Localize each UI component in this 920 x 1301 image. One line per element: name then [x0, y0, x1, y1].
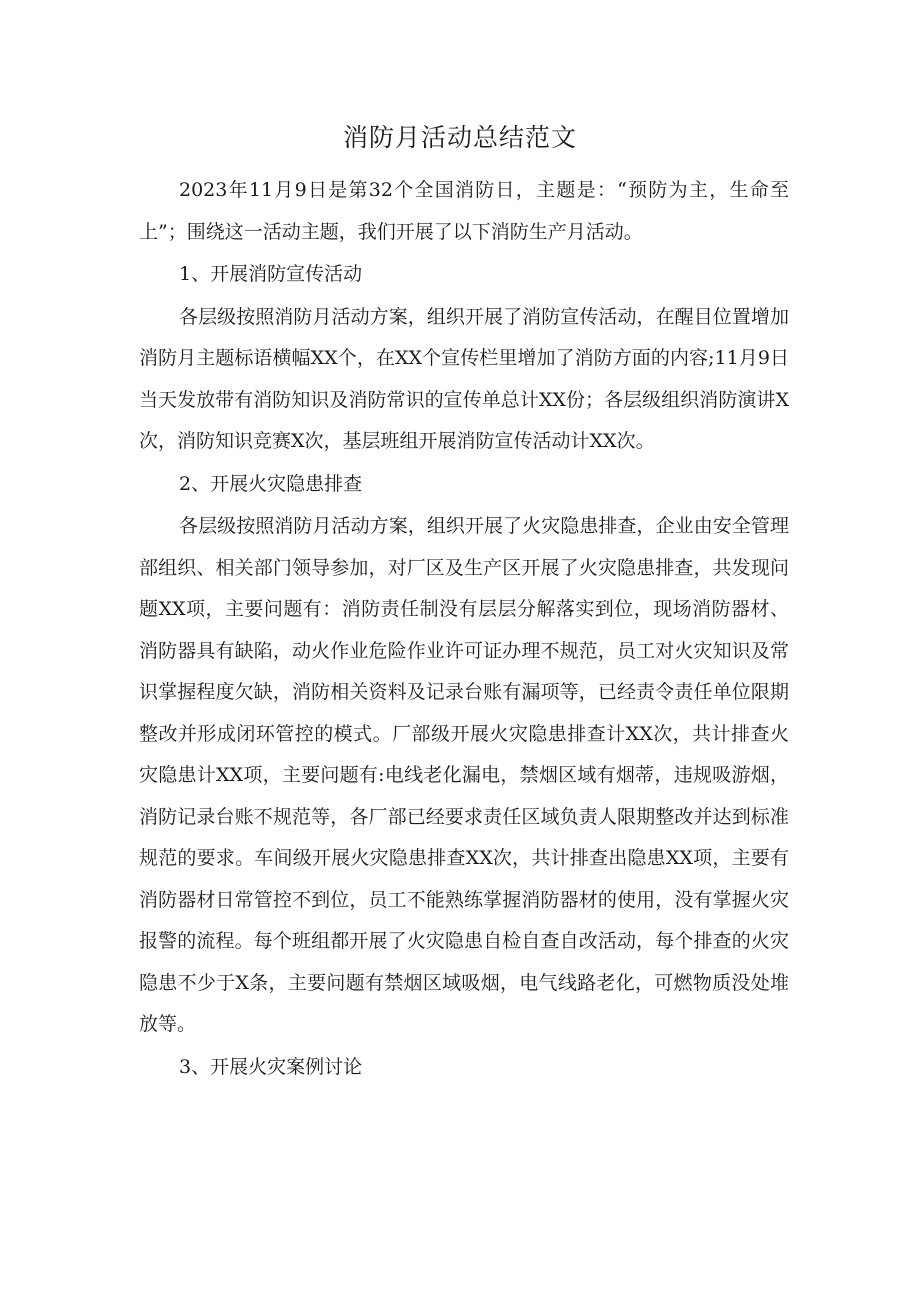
section-body-2: 各层级按照消防月活动方案，组织开展了火灾隐患排查，企业由安全管理部组织、相关部门领导参加，对厂区及生产区开展了火灾隐患排查，共发现问题XX项，主要问题有：消防责任制没有层层分解落实到位，现场消防器材、消防器具有缺陷，动火作业危险作业许可证办理不规范，员工对火灾知识及常识掌握程度欠缺，消防相关资料及记录台账有漏项等，已经责令责任单位限期整改并形成闭环管控的模式。厂部级开展火灾隐患排查计XX次，共计排查火灾隐患计XX项，主要问题有:电线老化漏电，禁烟区域有烟蒂，违规吸游烟，消防记录台账不规范等，各厂部已经要求责任区域负责人限期整改并达到标准规范的要求。车间级开展火灾隐患排查XX次，共计排查出隐患XX项，主要有消防器材日常管控不到位，员工不能熟练掌握消防器材的使用，没有掌握火灾报警的流程。每个班组都开展了火灾隐患自检自查自改活动，每个排查的火灾隐患不少于X条，主要问题有禁烟区域吸烟，电气线路老化，可燃物质没处堆放等。: [139, 515, 789, 1035]
section-heading-3: 3、开展火灾案例讨论: [179, 1055, 363, 1078]
document-body: [139, 170, 789, 1089]
intro-paragraph: 2023年11月9日是第32个全国消防日，主题是：“预防为主，生命至上”；围绕这一活动主题，我们开展了以下消防生产月活动。: [139, 179, 789, 243]
section-heading-1: 1、开展消防宣传活动: [179, 263, 363, 285]
section-body-1: 各层级按照消防月活动方案，组织开展了消防宣传活动，在醒目位置增加消防月主题标语横幅XX个，在XX个宣传栏里增加了消防方面的内容;11月9日当天发放带有消防知识及消防常识的宣传单总计XX份；各层级组织消防演讲X次，消防知识竞赛X次，基层班组开展消防宣传活动计XX次。: [139, 305, 789, 452]
document-title: 消防月活动总结范文: [342, 123, 577, 152]
section-heading-2: 2、开展火灾隐患排查: [179, 472, 363, 495]
